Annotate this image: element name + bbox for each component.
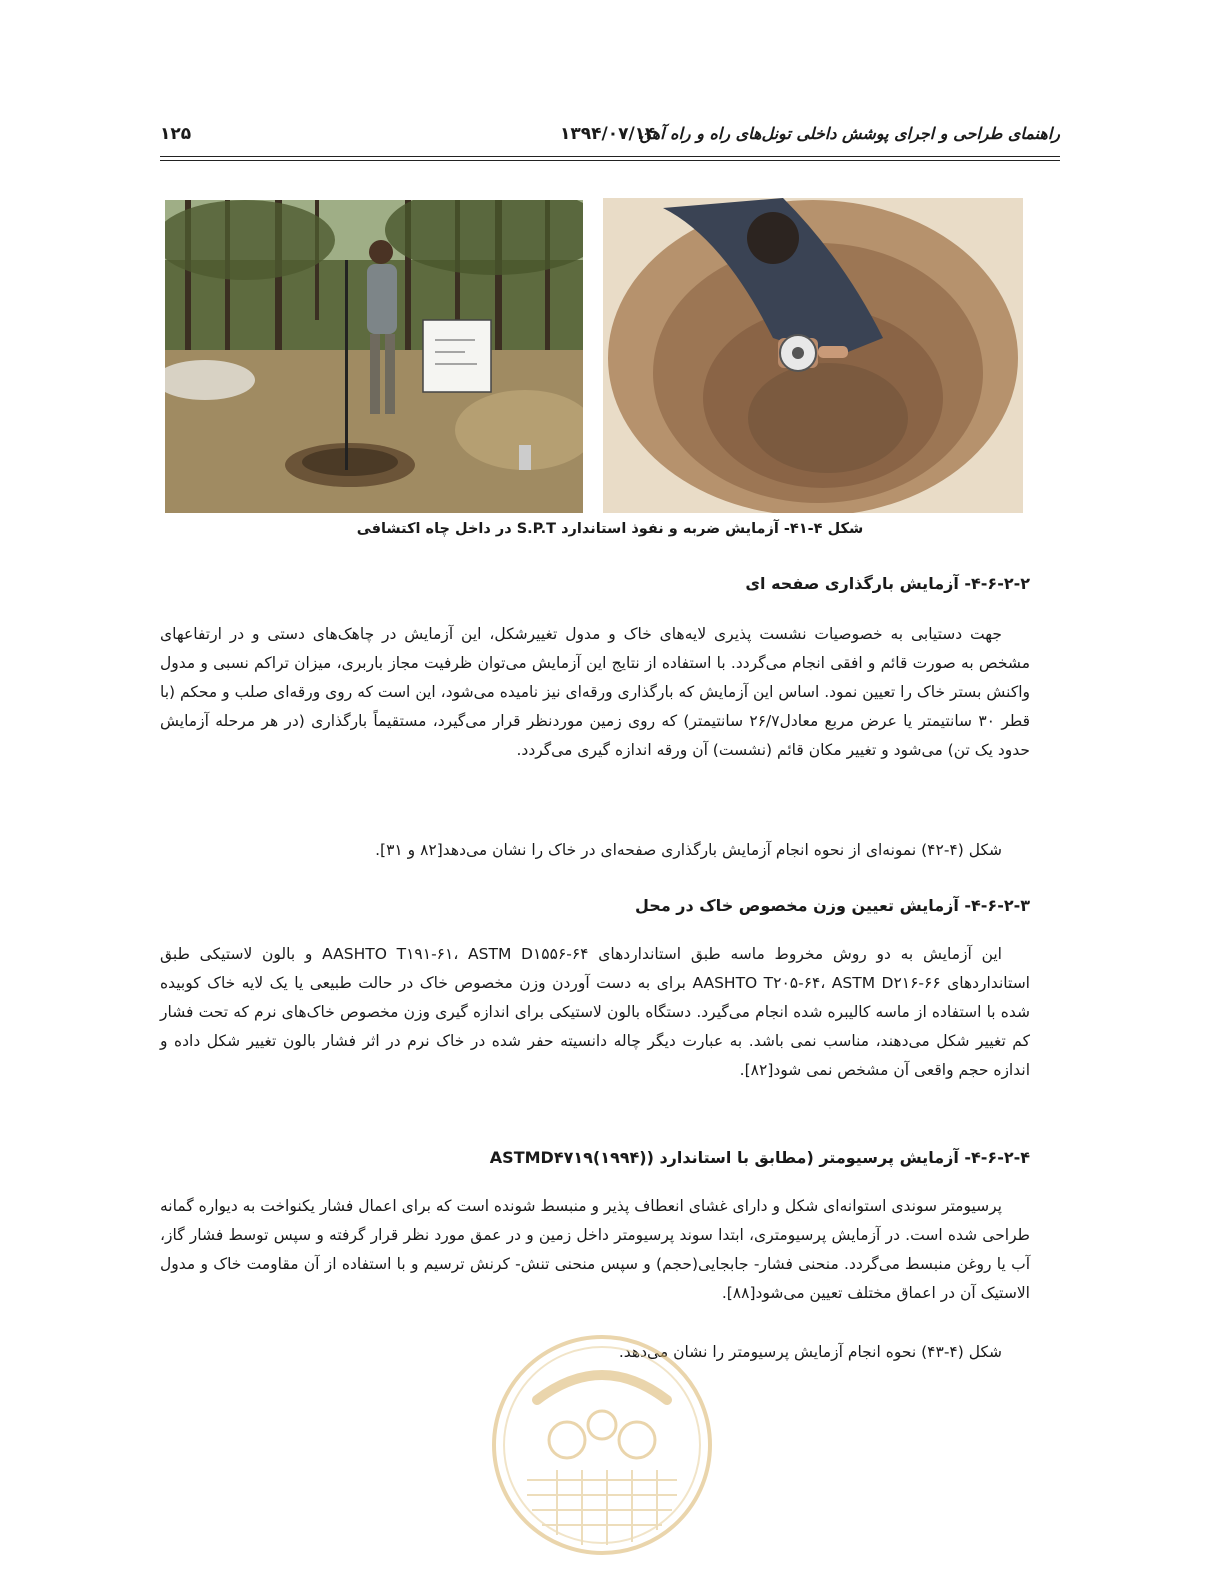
figure-caption: شکل ۴-۴۱- آزمایش ضربه و نفوذ استاندارد S.P.T در داخل چاه اکتشافی bbox=[356, 521, 864, 537]
well-inside-photo bbox=[603, 198, 1023, 513]
page-header bbox=[160, 120, 1060, 154]
watermark-logo bbox=[487, 1330, 717, 1584]
paragraph-pressuremeter-figure-ref: شکل (۴-۴۳) نحوه انجام آزمایش پرسیومتر را نشان می‌دهد. bbox=[618, 1343, 1002, 1361]
page-number: ۱۲۵ bbox=[160, 124, 192, 144]
spt-field-photo bbox=[165, 200, 583, 513]
section-heading-plate-load: ۴-۶-۲-۲- آزمایش بارگذاری صفحه ای bbox=[745, 574, 1030, 593]
paragraph-unit-weight: این آزمایش به دو روش مخروط ماسه طبق استانداردهای AASHTO T۱۹۱-۶۱، ASTM D۱۵۵۶-۶۴ و بالون لاستیکی طبق استانداردهای AASHTO T۲۰۵-۶۴، ASTM D۲۱۶-۶۶ برای به دست آوردن وزن مخصوص خاک در حالت طبیعی یا یک لایه خاک کوبیده شده با استفاده از ماسه کالیبره شده انجام می‌گیرد. دستگاه بالون لاستیکی برای اندازه گیری وزن مخصوص خاک‌های نرم که تحت فشار کم تغییر شکل می‌دهند، مناسب نمی باشد. به عبارت دیگر چاله دانسیته حفر شده در خاک نرم در اثر فشار بالون تغییر شکل داده و اندازه حجم واقعی آن مشخص نمی شود[۸۲]. bbox=[160, 945, 1030, 1079]
book-title: راهنمای طراحی و اجرای پوشش داخلی تونل‌های راه و راه آهن bbox=[639, 124, 1060, 143]
paragraph-pressuremeter: پرسیومتر سوندی استوانه‌ای شکل و دارای غشای انعطاف پذیر و منبسط شونده است که برای اعمال فشار یکنواخت به دیواره گمانه طراحی شده است. در آزمایش پرسیومتری، ابتدا سوند پرسیومتر داخل زمین و در عمق مورد نظر قرار گرفته و سپس توسط فشار گاز، آب یا روغن منبسط می‌گردد. منحنی فشار- جابجایی(حجم) و سپس منحنی تنش- کرنش ترسیم و با استفاده از آن مقاومت خاک و مدول الاستیک آن در اعماق مختلف تعیین می‌شود[۸۸]. bbox=[160, 1197, 1030, 1302]
paragraph-plate-load: جهت دستیابی به خصوصیات نشست پذیری لایه‌های خاک و مدول تغییرشکل، این آزمایش در چاهک‌های دستی و در ارتفاعهای مشخص به صورت قائم و افقی انجام می‌گردد. با استفاده از نتایج این آزمایش می‌توان ظرفیت مجاز باربری، میزان تراکم نسبی و مدول واکنش بستر خاک را تعیین نمود. اساس این آزمایش که بارگذاری ورقه‌ای نیز نامیده می‌شود، این است که روی ورقه‌ای صلب و محکم (با قطر ۳۰ سانتیمتر یا عرض مربع معادل۲۶/۷ سانتیمتر) که روی زمین موردنظر قرار می‌گیرد، مستقیماً بارگذاری (در هر مرحله آزمایش حدود یک تن) می‌شود و تغییر مکان قائم (نشست) آن ورقه اندازه گیری می‌گردد. bbox=[160, 625, 1031, 759]
header-rule-thin bbox=[160, 160, 1060, 161]
section-heading-pressuremeter: ۴-۶-۲-۴- آزمایش پرسیومتر (مطابق با استاندارد ((۱۹۹۴)ASTMD۴۷۱۹ bbox=[489, 1148, 1030, 1167]
paragraph-plate-load-figure-ref: شکل (۴-۴۲) نمونه‌ای از نحوه انجام آزمایش بارگذاری صفحه‌ای در خاک را نشان می‌دهد[۸۲ و ۳۱]. bbox=[375, 841, 1002, 859]
section-heading-unit-weight: ۴-۶-۲-۳- آزمایش تعیین وزن مخصوص خاک در محل bbox=[635, 896, 1030, 915]
header-date: ۱۳۹۴/۰۷/۱۴ bbox=[560, 124, 656, 144]
header-rule bbox=[160, 156, 1060, 157]
